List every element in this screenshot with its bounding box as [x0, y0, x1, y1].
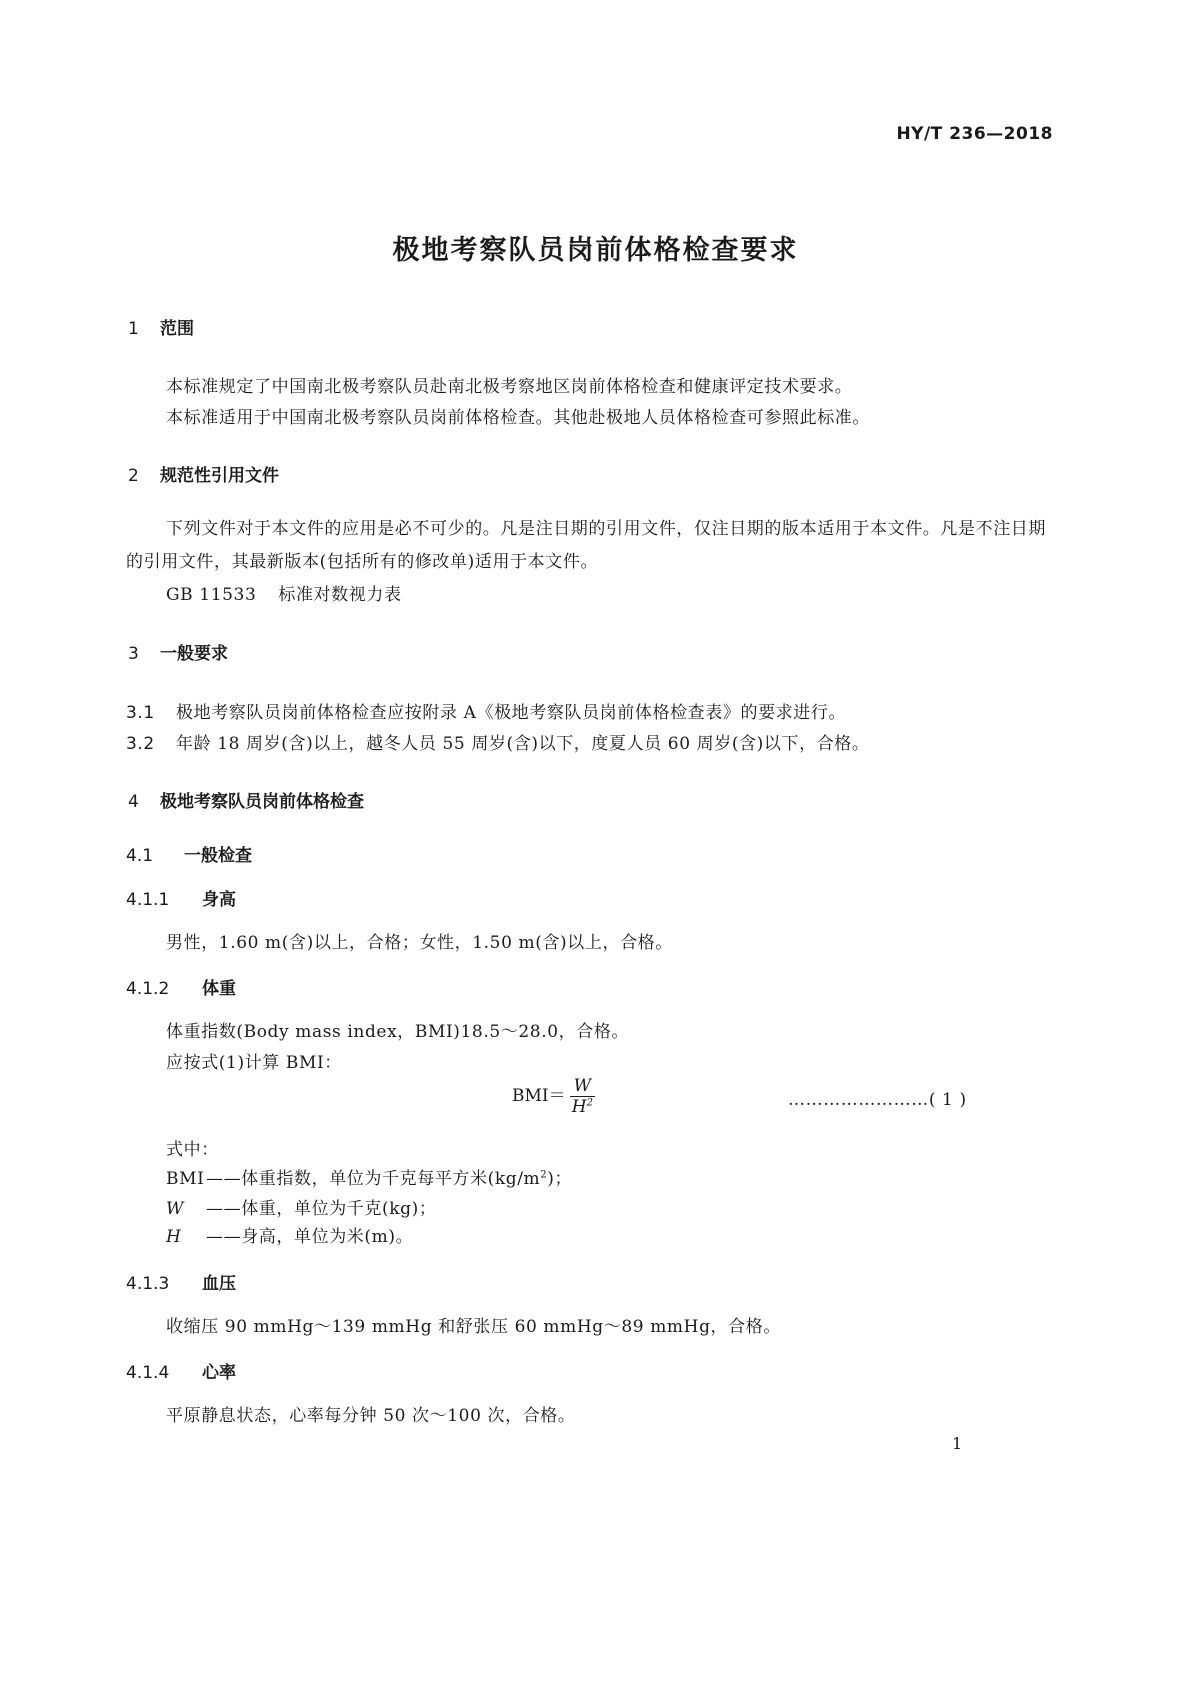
section-4-heading	[128, 787, 364, 812]
clause-3-1	[126, 698, 846, 723]
variable-dash: ——	[206, 1169, 242, 1189]
subsection-number: 4.1.2	[126, 979, 170, 999]
section-number: 1	[128, 319, 139, 339]
subsection-4-1-heading	[126, 841, 252, 866]
variable-description: 体重，单位为千克(kg)；	[241, 1199, 437, 1219]
section-number: 3	[128, 644, 139, 664]
variable-dash: ——	[206, 1227, 242, 1247]
section-title: 范围	[160, 319, 194, 339]
section-3-heading	[128, 639, 228, 664]
subsection-number: 4.1.1	[126, 890, 170, 910]
formula-numerator: W	[570, 1076, 595, 1097]
reference-title: 标准对数视力表	[278, 585, 402, 605]
section-number: 4	[128, 792, 139, 812]
formula-number	[788, 1090, 967, 1110]
subsection-title: 心率	[202, 1363, 236, 1383]
subsection-title: 血压	[202, 1274, 236, 1294]
section-1-heading	[128, 314, 194, 339]
clause-number: 3.2	[126, 734, 155, 754]
where-label: 式中：	[166, 1140, 219, 1160]
height-requirement: 男性，1.60 m(含)以上，合格；女性，1.50 m(含)以上，合格。	[166, 933, 673, 953]
variable-description: 体重指数，单位为千克每平方米(kg/m	[241, 1169, 541, 1189]
variable-symbol: H	[166, 1227, 182, 1247]
heart-rate-requirement: 平原静息状态，心率每分钟 50 次～100 次，合格。	[166, 1406, 576, 1426]
section-2-paragraph: 下列文件对于本文件的应用是必不可少的。凡是注日期的引用文件，仅注日期的版本适用于本文件。凡是不注日期的引用文件，其最新版本(包括所有的修改单)适用于本文件。	[126, 519, 1046, 572]
standard-code: HY/T 236—2018	[896, 124, 1053, 144]
clause-number: 3.1	[126, 703, 155, 723]
normative-reference	[166, 580, 402, 605]
variable-dash: ——	[206, 1199, 242, 1219]
subsection-number: 4.1	[126, 846, 154, 866]
bmi-formula	[512, 1076, 595, 1117]
formula-fraction	[570, 1076, 595, 1117]
section-2-heading	[128, 461, 279, 486]
section-title: 一般要求	[160, 644, 228, 664]
document-title: 极地考察队员岗前体格检查要求	[392, 235, 799, 266]
variable-definition	[166, 1222, 413, 1247]
formula-exponent: 2	[586, 1097, 593, 1109]
blood-pressure-requirement: 收缩压 90 mmHg～139 mmHg 和舒张压 60 mmHg～89 mmHg，合格。	[166, 1317, 781, 1337]
bmi-formula-intro: 应按式(1)计算 BMI：	[166, 1053, 342, 1073]
section-number: 2	[128, 466, 139, 486]
subsection-4-1-1-heading	[126, 885, 236, 910]
clause-text: 年龄 18 周岁(含)以上，越冬人员 55 周岁(含)以下，度夏人员 60 周岁(含)以下，合格。	[176, 734, 870, 754]
equation-number: ( 1 )	[928, 1090, 967, 1110]
formula-denominator: $H^2$	[571, 1097, 593, 1117]
subsection-4-1-2-heading	[126, 974, 236, 999]
section-1-paragraph-2: 本标准适用于中国南北极考察队员岗前体格检查。其他赴极地人员体格检查可参照此标准。	[166, 408, 870, 428]
formula-lhs: BMI＝	[512, 1086, 566, 1106]
reference-code: GB 11533	[166, 585, 257, 605]
subsection-title: 身高	[202, 890, 236, 910]
clause-3-2	[126, 729, 870, 754]
page-number: 1	[952, 1434, 963, 1453]
section-title: 极地考察队员岗前体格检查	[160, 792, 364, 812]
bmi-requirement: 体重指数(Body mass index，BMI)18.5～28.0，合格。	[166, 1022, 630, 1042]
variable-description: 身高，单位为米(m)。	[241, 1227, 414, 1247]
variable-definition: BMI——体重指数，单位为千克每平方米$(kg/m^2)$；	[166, 1169, 573, 1189]
section-1-paragraph-1: 本标准规定了中国南北极考察队员赴南北极考察地区岗前体格检查和健康评定技术要求。	[166, 377, 853, 397]
variable-symbol: W	[166, 1199, 185, 1219]
section-title: 规范性引用文件	[160, 466, 279, 486]
variable-symbol: BMI	[166, 1169, 205, 1189]
subsection-title: 一般检查	[184, 846, 252, 866]
subsection-4-1-3-heading	[126, 1269, 236, 1294]
subsection-number: 4.1.4	[126, 1363, 170, 1383]
variable-definition	[166, 1194, 436, 1219]
subsection-4-1-4-heading	[126, 1358, 236, 1383]
subsection-title: 体重	[202, 979, 236, 999]
subsection-number: 4.1.3	[126, 1274, 170, 1294]
clause-text: 极地考察队员岗前体格检查应按附录 A《极地考察队员岗前体格检查表》的要求进行。	[176, 703, 847, 723]
formula-dots: ……………………	[788, 1090, 929, 1110]
